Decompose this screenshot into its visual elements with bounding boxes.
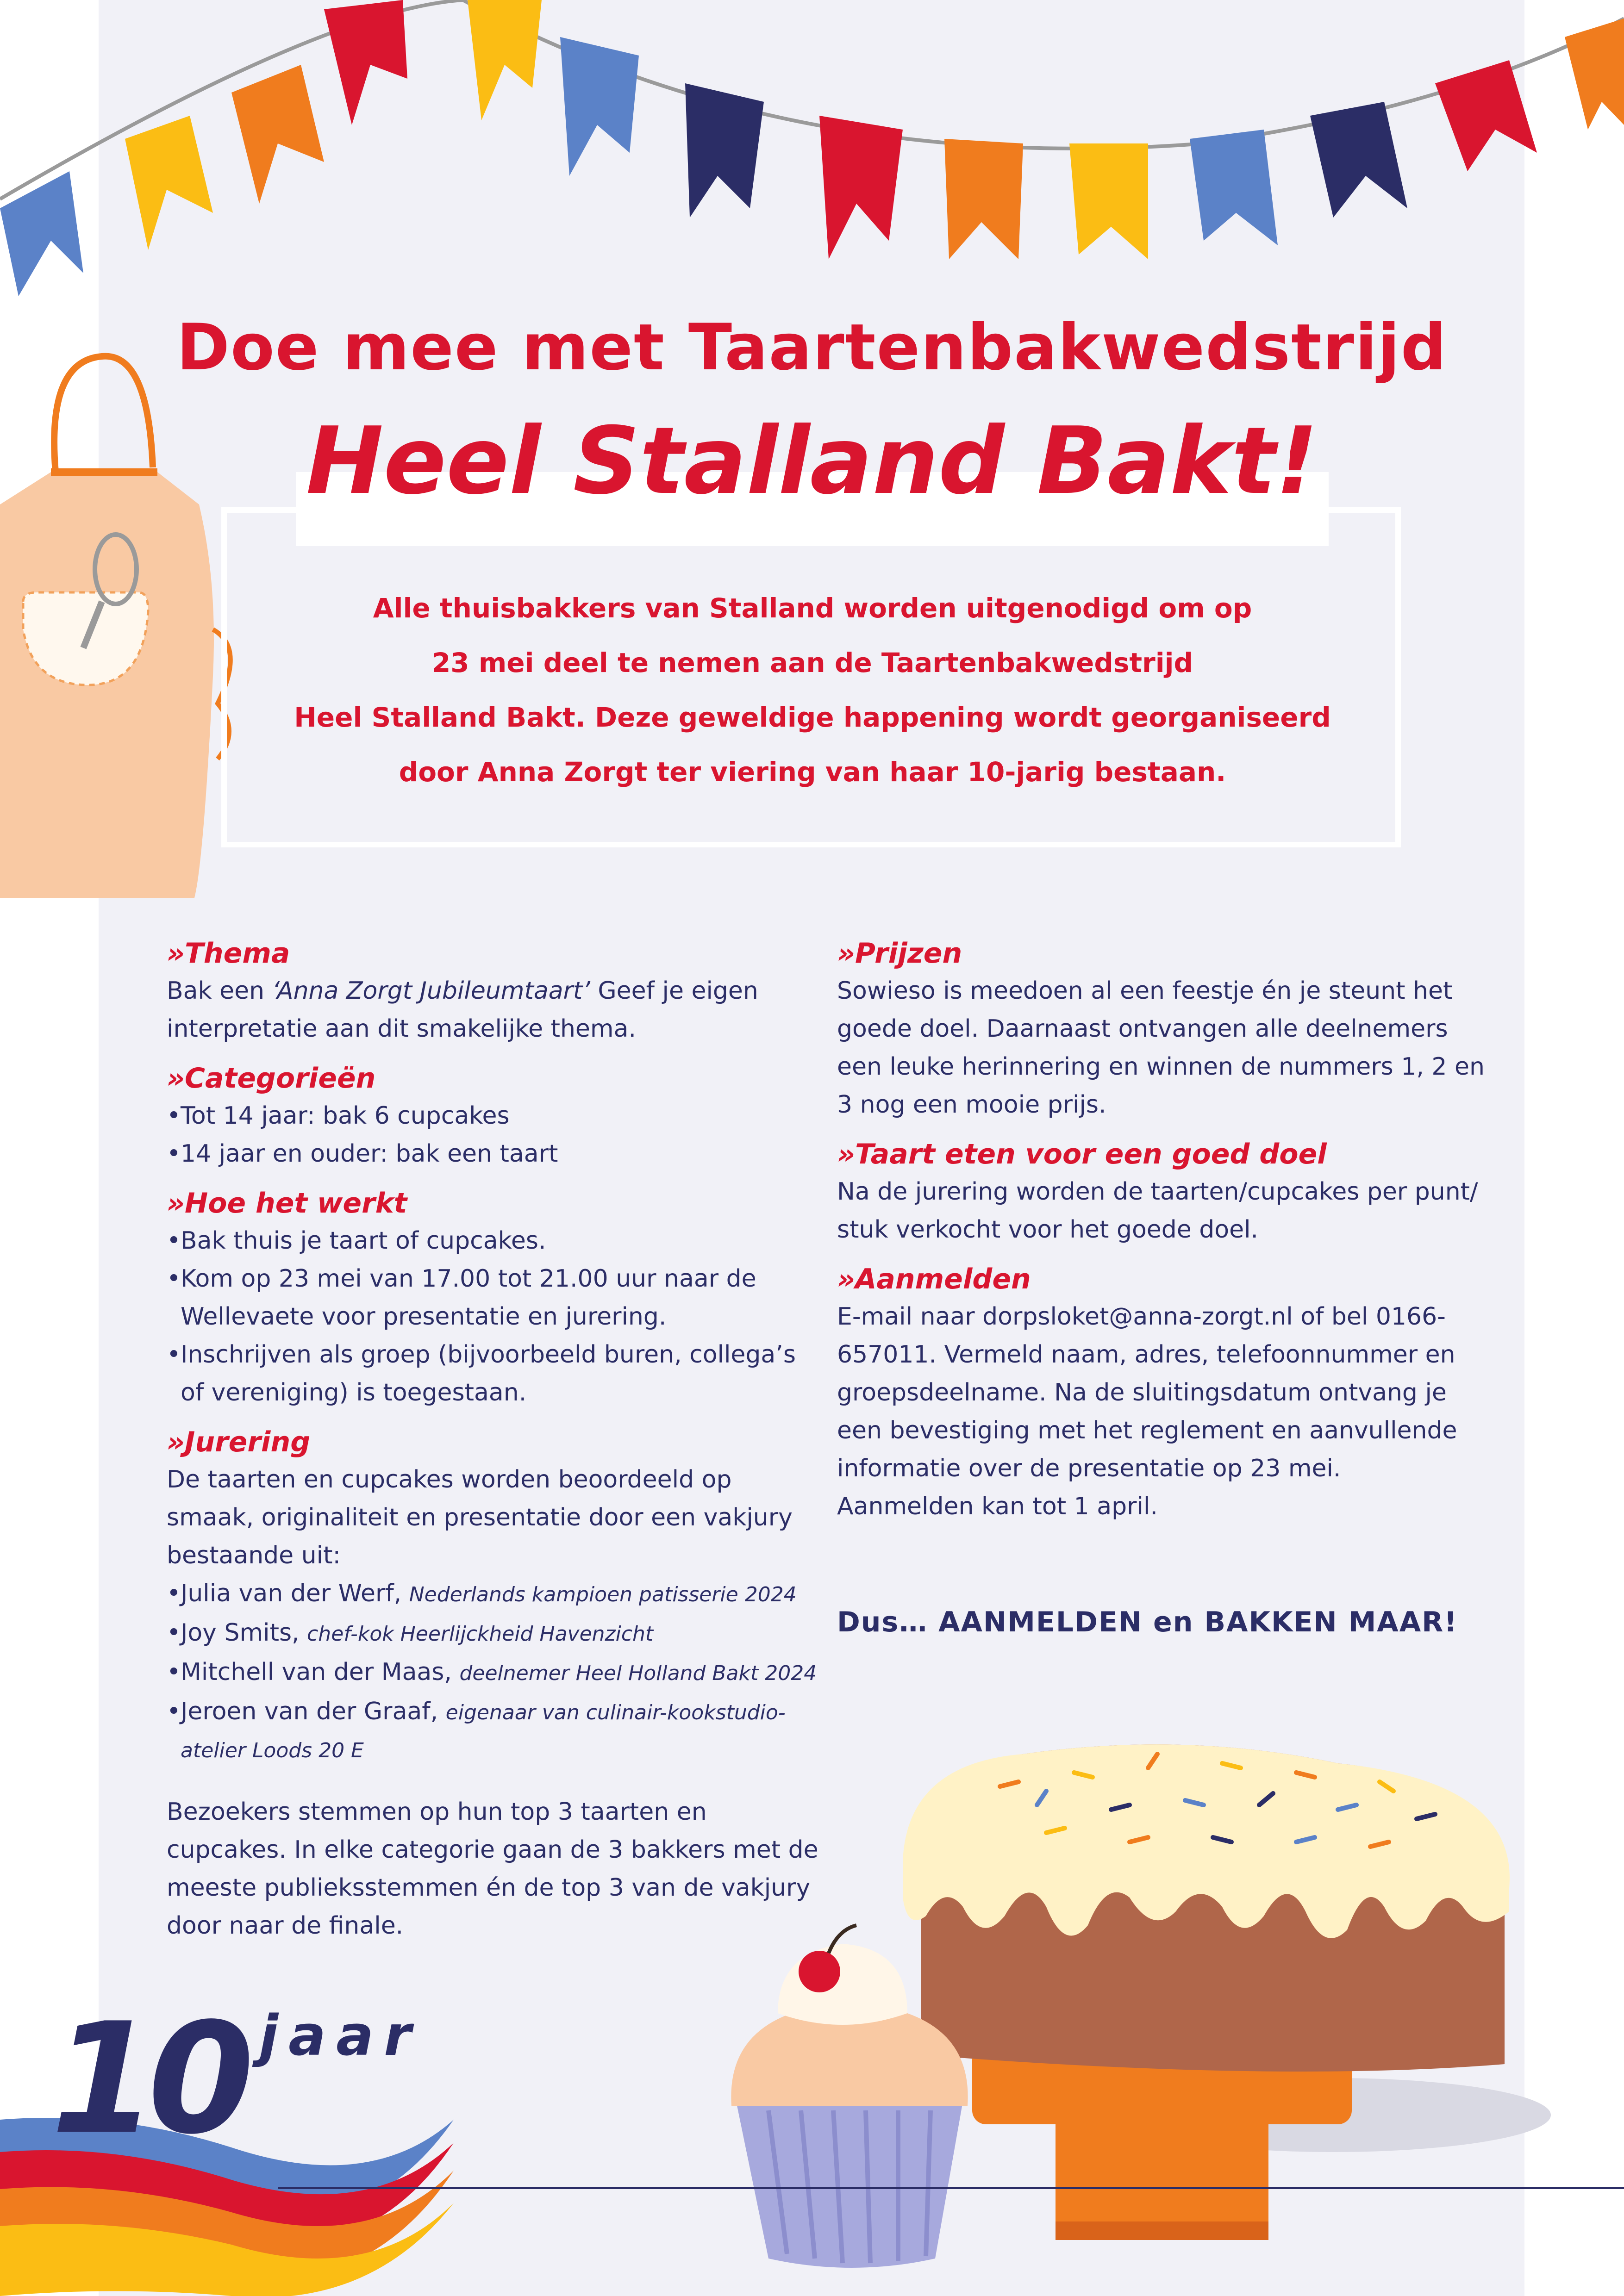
section-body-prijzen [837, 972, 1485, 1124]
section-heading-hoe-het-werkt: »Hoe het werkt [167, 1187, 407, 1220]
bunting-garland [0, 0, 1624, 333]
jury-role: Nederlands kampioen patisserie 2024 [409, 1583, 797, 1606]
pennant-navy [1310, 102, 1407, 218]
body-line: Na de jurering worden de taarten/cupcakes per punt/ [837, 1178, 1478, 1206]
pennant-orange [1565, 19, 1624, 130]
list-item: • Inschrijven als groep (bijvoorbeeld buren, collega’s [167, 1336, 815, 1374]
jury-role: eigenaar van culinair-kookstudio- [445, 1701, 786, 1724]
list-item: • Bak thuis je taart of cupcakes. [167, 1222, 815, 1260]
section-body-goed-doel [837, 1173, 1478, 1249]
body-line: smaak, originaliteit en presentatie door een vakjury [167, 1504, 793, 1531]
intro-line: Heel Stalland Bakt. Deze geweldige happening wordt georganiseerd [294, 702, 1331, 733]
intro-line: Alle thuisbakkers van Stalland worden uitgenodigd om op [373, 592, 1252, 624]
body-line: Sowieso is meedoen al een feestje én je steunt het [837, 977, 1453, 1005]
pennant-red [324, 0, 407, 125]
body-line: goede doel. Daarnaast ontvangen alle deelnemers [837, 1015, 1448, 1043]
body-line: een bevestiging met het reglement en aanvullende [837, 1417, 1457, 1444]
cupcake-cream [778, 1944, 907, 2025]
page-title: Doe mee met Taartenbakwedstrijd [176, 310, 1448, 385]
jury-role: chef-kok Heerlijckheid Havenzicht [307, 1622, 654, 1646]
list-item: • Tot 14 jaar: bak 6 cupcakes [167, 1097, 815, 1135]
thema-text: Bak een [167, 977, 272, 1005]
cherry-icon [799, 1951, 840, 1992]
body-line: groepsdeelname. Na de sluitingsdatum ontvang je [837, 1379, 1447, 1406]
intro-line: door Anna Zorgt ter viering van haar 10-jarig bestaan. [399, 756, 1226, 788]
jury-member [167, 1692, 815, 1732]
pennant-blue [560, 37, 639, 176]
pennant-orange [944, 139, 1023, 259]
body-line: 3 nog een mooie prijs. [837, 1091, 1106, 1119]
jury-member [167, 1574, 815, 1614]
section-body-aanmelden [837, 1298, 1462, 1525]
body-line: een leuke herinnering en winnen de nummers 1, 2 en [837, 1053, 1485, 1081]
thema-text: interpretatie aan dit smakelijke thema. [167, 1015, 636, 1043]
pennant-yellow [1069, 143, 1148, 259]
divider [278, 2187, 1624, 2189]
section-heading-categorieen: »Categorieën [167, 1062, 376, 1095]
section-heading-aanmelden: »Aanmelden [837, 1263, 1031, 1295]
jury-role: deelnemer Heel Holland Bakt 2024 [459, 1661, 817, 1685]
logo-number: 10 [51, 1990, 245, 2168]
pennant-blue [1190, 130, 1278, 245]
pennant-yellow [468, 0, 542, 120]
body-line: cupcakes. In elke categorie gaan de 3 bakkers met de [167, 1836, 818, 1864]
jury-name: Joy Smits, [181, 1619, 300, 1647]
thema-name: ‘Anna Zorgt Jubileumtaart’ [272, 977, 590, 1005]
section-heading-prijzen: »Prijzen [837, 937, 962, 970]
body-line: Bezoekers stemmen op hun top 3 taarten en [167, 1798, 707, 1826]
list-item: • 14 jaar en ouder: bak een taart [167, 1135, 815, 1173]
jury-name: Julia van der Werf, [181, 1580, 402, 1607]
intro-line: 23 mei deel te nemen aan de Taartenbakwedstrijd [431, 647, 1193, 678]
list-item-continuation: of vereniging) is toegestaan. [181, 1379, 527, 1406]
body-line: stuk verkocht voor het goede doel. [837, 1216, 1259, 1244]
thema-text: Geef je eigen [590, 977, 758, 1005]
body-line: Aanmelden kan tot 1 april. [837, 1493, 1158, 1520]
pennant-red [1435, 60, 1537, 171]
section-body-hoe-het-werkt [167, 1222, 815, 1412]
body-line: bestaande uit: [167, 1542, 341, 1569]
body-line: E-mail naar dorpsloket@anna-zorgt.nl of bel 0166- [837, 1303, 1446, 1331]
intro-text [259, 581, 1366, 799]
jury-member [167, 1614, 815, 1653]
section-body-jurering [167, 1461, 818, 1945]
logo-word: jaar [259, 2004, 422, 2068]
section-heading-thema: »Thema [167, 937, 290, 970]
body-line: De taarten en cupcakes worden beoordeeld op [167, 1466, 732, 1493]
section-heading-goed-doel: »Taart eten voor een goed doel [837, 1138, 1327, 1170]
call-to-action: Dus… AANMELDEN en BAKKEN MAAR! [837, 1606, 1458, 1638]
right-column [837, 935, 1485, 1537]
section-body-thema [167, 972, 815, 1048]
body-line: door naar de finale. [167, 1912, 404, 1940]
pennant-orange [231, 65, 324, 204]
list-item: • Kom op 23 mei van 17.00 tot 21.00 uur naar de [167, 1260, 815, 1298]
event-title: Heel Stalland Bakt! [306, 407, 1318, 515]
jury-member [167, 1653, 815, 1692]
section-body-categorieen [167, 1097, 815, 1173]
cake-illustration [722, 1712, 1624, 2296]
pennant-navy [685, 83, 764, 218]
body-line: 657011. Vermeld naam, adres, telefoonnummer en [837, 1341, 1455, 1369]
jury-name: Jeroen van der Graaf, [181, 1698, 438, 1725]
pennant-red [819, 116, 903, 259]
list-item-continuation: Wellevaete voor presentatie en jurering. [181, 1303, 667, 1331]
body-line: informatie over de presentatie op 23 mei. [837, 1455, 1341, 1482]
body-line: meeste publieksstemmen én de top 3 van de vakjury [167, 1874, 811, 1902]
jury-role-continuation: atelier Loods 20 E [181, 1739, 364, 1762]
section-heading-jurering: »Jurering [167, 1426, 311, 1458]
pennant-yellow [125, 116, 213, 250]
left-column [167, 935, 818, 1957]
jury-name: Mitchell van der Maas, [181, 1658, 452, 1686]
